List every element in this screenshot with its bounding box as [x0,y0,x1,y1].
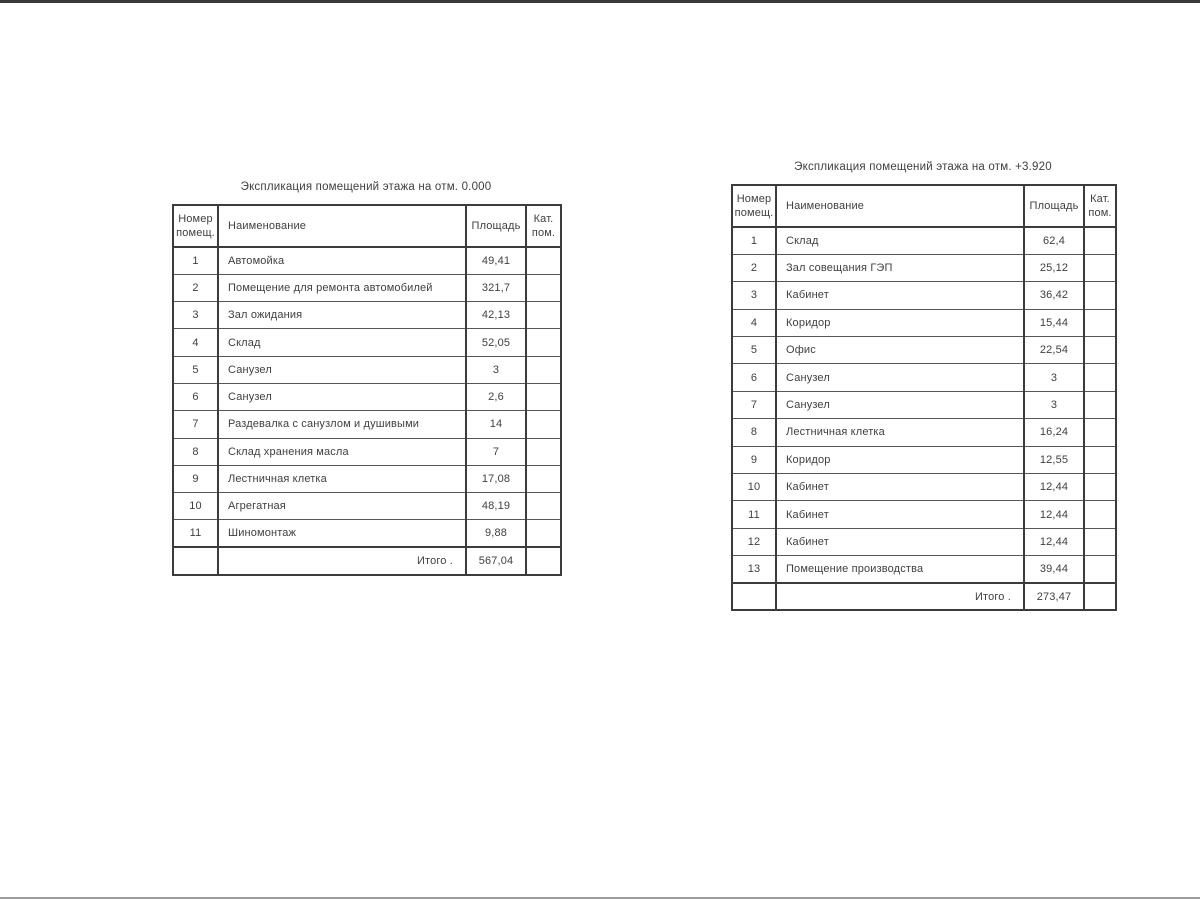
room-number-cell: 7 [732,391,776,418]
room-name-cell: Кабинет [776,282,1024,309]
room-area-cell: 12,44 [1024,501,1084,528]
window-top-edge-bar [0,0,1200,3]
table-row [732,227,1116,254]
table-row [173,465,561,492]
room-number-cell: 1 [732,227,776,254]
col-header-room-number: Номер помещ. [173,205,218,247]
col-header-category: Кат. пом. [526,205,561,247]
col-header-category: Кат. пом. [1084,185,1116,227]
room-category-cell [1084,254,1116,281]
room-name-cell: Лестничная клетка [218,465,466,492]
room-name-cell: Санузел [776,364,1024,391]
room-area-cell: 14 [466,411,526,438]
room-category-cell [526,383,561,410]
room-category-cell [526,356,561,383]
table-row [173,493,561,520]
room-name-cell: Шиномонтаж [218,520,466,547]
room-name-cell: Санузел [776,391,1024,418]
room-number-cell: 11 [173,520,218,547]
col-header-area: Площадь [466,205,526,247]
room-area-cell: 49,41 [466,247,526,274]
room-category-cell [526,465,561,492]
room-area-cell: 12,44 [1024,528,1084,555]
room-name-cell: Кабинет [776,474,1024,501]
table-row [173,329,561,356]
room-area-cell: 36,42 [1024,282,1084,309]
room-name-cell: Склад [776,227,1024,254]
room-category-cell [1084,501,1116,528]
room-name-cell: Помещение производства [776,556,1024,583]
room-area-cell: 3 [1024,391,1084,418]
table-row [732,501,1116,528]
room-area-cell: 12,44 [1024,474,1084,501]
room-category-cell [526,520,561,547]
room-name-cell: Склад хранения масла [218,438,466,465]
window-bottom-edge-bar [0,897,1200,899]
room-category-cell [526,411,561,438]
table-row [732,391,1116,418]
room-number-cell: 8 [173,438,218,465]
empty-cell [173,547,218,574]
room-number-cell: 1 [173,247,218,274]
total-row [173,547,561,574]
total-value: 567,04 [466,547,526,574]
room-number-cell: 3 [173,302,218,329]
room-number-cell: 13 [732,556,776,583]
table-row [732,282,1116,309]
table-row [173,383,561,410]
room-number-cell: 12 [732,528,776,555]
room-number-cell: 6 [732,364,776,391]
table-row [732,337,1116,364]
room-number-cell: 6 [173,383,218,410]
total-label: Итого . [218,547,466,574]
room-area-cell: 7 [466,438,526,465]
col-header-room-number: Номер помещ. [732,185,776,227]
header-row [173,205,561,247]
total-value: 273,47 [1024,583,1084,610]
empty-cell [1084,583,1116,610]
room-category-cell [1084,474,1116,501]
room-category-cell [526,438,561,465]
header-row [732,185,1116,227]
table-title-floor-3920: Экспликация помещений этажа на отм. +3.920 [794,161,1052,173]
room-category-cell [1084,337,1116,364]
room-category-cell [1084,309,1116,336]
room-name-cell: Коридор [776,446,1024,473]
room-category-cell [1084,364,1116,391]
room-category-cell [1084,282,1116,309]
room-category-cell [1084,391,1116,418]
room-area-cell: 15,44 [1024,309,1084,336]
room-number-cell: 4 [732,309,776,336]
room-area-cell: 52,05 [466,329,526,356]
room-area-cell: 321,7 [466,274,526,301]
table-footer [173,547,561,574]
table-row [173,411,561,438]
room-number-cell: 10 [173,493,218,520]
table-body [173,247,561,547]
room-number-cell: 11 [732,501,776,528]
room-number-cell: 9 [173,465,218,492]
room-area-cell: 22,54 [1024,337,1084,364]
room-name-cell: Лестничная клетка [776,419,1024,446]
table-row [173,438,561,465]
table-footer [732,583,1116,610]
table-row [173,302,561,329]
room-area-cell: 17,08 [466,465,526,492]
table-body [732,227,1116,583]
col-header-area: Площадь [1024,185,1084,227]
room-name-cell: Зал совещания ГЭП [776,254,1024,281]
room-name-cell: Офис [776,337,1024,364]
room-name-cell: Автомойка [218,247,466,274]
room-number-cell: 7 [173,411,218,438]
room-number-cell: 5 [732,337,776,364]
room-number-cell: 10 [732,474,776,501]
table-row [173,356,561,383]
room-name-cell: Кабинет [776,528,1024,555]
col-header-room-name: Наименование [218,205,466,247]
col-header-room-name: Наименование [776,185,1024,227]
room-name-cell: Раздевалка с санузлом и душивыми [218,411,466,438]
room-category-cell [1084,446,1116,473]
room-number-cell: 9 [732,446,776,473]
explication-table-floor-0 [172,204,562,576]
table-row [732,254,1116,281]
room-area-cell: 39,44 [1024,556,1084,583]
room-area-cell: 2,6 [466,383,526,410]
room-area-cell: 9,88 [466,520,526,547]
table-row [732,556,1116,583]
room-name-cell: Санузел [218,356,466,383]
room-number-cell: 2 [732,254,776,281]
room-name-cell: Зал ожидания [218,302,466,329]
room-name-cell: Коридор [776,309,1024,336]
table-row [173,520,561,547]
total-label: Итого . [776,583,1024,610]
room-category-cell [526,493,561,520]
room-category-cell [526,302,561,329]
room-area-cell: 25,12 [1024,254,1084,281]
room-number-cell: 4 [173,329,218,356]
table-row [732,474,1116,501]
room-name-cell: Агрегатная [218,493,466,520]
room-area-cell: 62,4 [1024,227,1084,254]
table-header [173,205,561,247]
room-number-cell: 5 [173,356,218,383]
room-area-cell: 3 [466,356,526,383]
room-name-cell: Помещение для ремонта автомобилей [218,274,466,301]
table-row [173,247,561,274]
table-row [732,446,1116,473]
room-area-cell: 42,13 [466,302,526,329]
room-category-cell [1084,556,1116,583]
room-name-cell: Склад [218,329,466,356]
table-row [173,274,561,301]
empty-cell [732,583,776,610]
table-row [732,528,1116,555]
room-area-cell: 3 [1024,364,1084,391]
room-area-cell: 12,55 [1024,446,1084,473]
table-title-floor-0: Экспликация помещений этажа на отм. 0.000 [240,181,492,193]
room-number-cell: 2 [173,274,218,301]
room-number-cell: 3 [732,282,776,309]
room-category-cell [1084,528,1116,555]
explication-table-floor-3920 [731,184,1117,611]
table-header [732,185,1116,227]
room-area-cell: 48,19 [466,493,526,520]
room-name-cell: Санузел [218,383,466,410]
room-name-cell: Кабинет [776,501,1024,528]
empty-cell [526,547,561,574]
total-row [732,583,1116,610]
room-category-cell [526,274,561,301]
room-category-cell [1084,419,1116,446]
room-area-cell: 16,24 [1024,419,1084,446]
table-row [732,309,1116,336]
room-number-cell: 8 [732,419,776,446]
room-category-cell [1084,227,1116,254]
room-category-cell [526,329,561,356]
table-row [732,419,1116,446]
table-row [732,364,1116,391]
room-category-cell [526,247,561,274]
